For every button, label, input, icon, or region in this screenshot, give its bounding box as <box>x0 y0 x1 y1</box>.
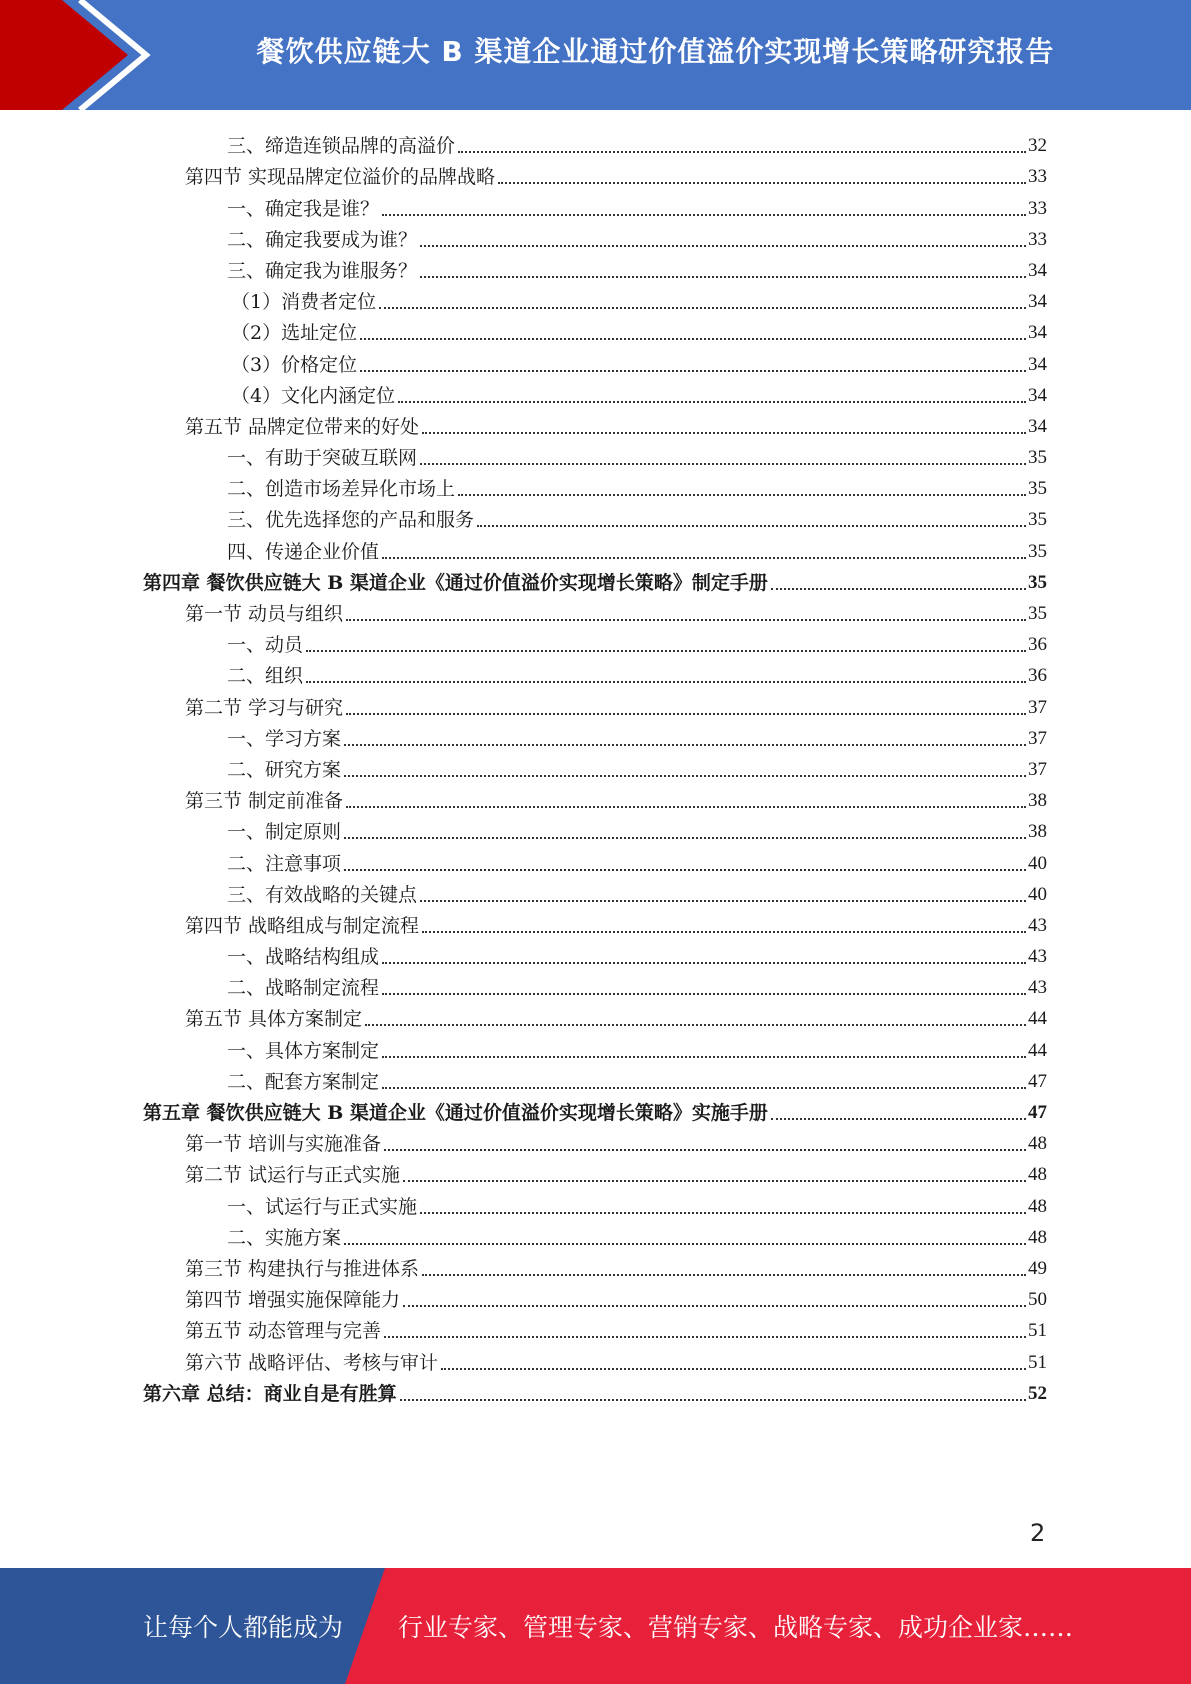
toc-dot-leader <box>398 401 1026 403</box>
toc-section-entry[interactable] <box>143 688 1047 719</box>
toc-entry-title: 二、研究方案 <box>227 758 342 781</box>
toc-entry-page: 40 <box>1028 852 1047 874</box>
toc-dot-leader <box>498 182 1026 184</box>
toc-entry-page: 38 <box>1028 821 1047 843</box>
toc-dot-leader <box>420 245 1026 247</box>
toc-entry-title: 一、动员 <box>227 634 304 657</box>
toc-subsection-entry[interactable] <box>143 1219 1047 1250</box>
toc-section-entry[interactable] <box>143 1312 1047 1343</box>
toc-entry-page: 51 <box>1028 1351 1047 1373</box>
toc-dot-leader <box>344 744 1026 746</box>
toc-dot-leader <box>420 1212 1026 1214</box>
toc-entry-page: 37 <box>1028 758 1047 780</box>
toc-dot-leader <box>384 1149 1026 1151</box>
table-of-contents <box>143 127 1047 1406</box>
toc-entry-title: 一、具体方案制定 <box>227 1039 380 1062</box>
toc-dot-leader <box>420 900 1026 902</box>
toc-entry-title: 第二节 学习与研究 <box>185 696 344 719</box>
toc-entry-page: 35 <box>1028 540 1047 562</box>
toc-entry-title: 第六章 总结：商业自是有胜算 <box>143 1382 397 1405</box>
toc-entry-title: 第五节 具体方案制定 <box>185 1008 363 1031</box>
toc-entry-page: 34 <box>1028 415 1047 437</box>
toc-entry-title: 二、创造市场差异化市场上 <box>227 478 456 501</box>
toc-subsection-entry[interactable] <box>143 283 1047 314</box>
toc-entry-page: 38 <box>1028 790 1047 812</box>
toc-subsection-entry[interactable] <box>143 314 1047 345</box>
toc-subsection-entry[interactable] <box>143 221 1047 252</box>
toc-entry-page: 34 <box>1028 322 1047 344</box>
toc-dot-leader <box>382 962 1026 964</box>
toc-entry-page: 44 <box>1028 1008 1047 1030</box>
toc-dot-leader <box>346 713 1026 715</box>
toc-subsection-entry[interactable] <box>143 751 1047 782</box>
toc-entry-page: 48 <box>1028 1226 1047 1248</box>
toc-subsection-entry[interactable] <box>143 938 1047 969</box>
toc-entry-page: 48 <box>1028 1133 1047 1155</box>
footer-slogan-right: 行业专家、管理专家、营销专家、战略专家、成功企业家…… <box>398 1613 1074 1642</box>
toc-section-entry[interactable] <box>143 158 1047 189</box>
toc-entry-title: 第四节 实现品牌定位溢价的品牌战略 <box>185 166 496 189</box>
toc-entry-title: 二、注意事项 <box>227 852 342 875</box>
toc-entry-title: 一、有助于突破互联网 <box>227 447 418 470</box>
toc-entry-title: 第五章 餐饮供应链大 B 渠道企业《通过价值溢价实现增长策略》实施手册 <box>143 1102 768 1124</box>
toc-dot-leader <box>422 931 1026 933</box>
toc-entry-title: 三、确定我为谁服务？ <box>227 259 418 282</box>
toc-dot-leader <box>477 525 1026 527</box>
toc-entry-title: 三、缔造连锁品牌的高溢价 <box>227 135 456 158</box>
toc-entry-page: 52 <box>1028 1382 1047 1404</box>
toc-subsection-entry[interactable] <box>143 876 1047 907</box>
toc-entry-title: 二、组织 <box>227 665 304 688</box>
toc-subsection-entry[interactable] <box>143 439 1047 470</box>
toc-entry-page: 35 <box>1028 478 1047 500</box>
toc-dot-leader <box>382 1056 1026 1058</box>
toc-entry-title: 第二节 试运行与正式实施 <box>185 1164 401 1187</box>
toc-dot-leader <box>344 775 1026 777</box>
toc-entry-title: 第三节 构建执行与推进体系 <box>185 1257 420 1280</box>
footer-slogan-left: 让每个人都能成为 <box>143 1613 344 1642</box>
toc-subsection-entry[interactable] <box>143 969 1047 1000</box>
toc-entry-title: 第五节 动态管理与完善 <box>185 1320 382 1343</box>
toc-dot-leader <box>346 619 1026 621</box>
toc-section-entry[interactable] <box>143 1250 1047 1281</box>
toc-subsection-entry[interactable] <box>143 626 1047 657</box>
toc-entry-title: （1）消费者定位 <box>231 291 377 314</box>
toc-entry-page: 47 <box>1028 1102 1047 1123</box>
toc-subsection-entry[interactable] <box>143 720 1047 751</box>
toc-entry-page: 35 <box>1028 509 1047 531</box>
toc-entry-title: （2）选址定位 <box>231 322 358 345</box>
toc-entry-page: 44 <box>1028 1039 1047 1061</box>
toc-section-entry[interactable] <box>143 1343 1047 1374</box>
toc-entry-page: 37 <box>1028 727 1047 749</box>
toc-dot-leader <box>400 1399 1026 1401</box>
toc-entry-title: 一、战略结构组成 <box>227 946 380 969</box>
toc-dot-leader <box>379 307 1026 309</box>
toc-dot-leader <box>458 494 1026 496</box>
toc-entry-title: 二、配套方案制定 <box>227 1070 380 1093</box>
toc-dot-leader <box>422 432 1026 434</box>
toc-entry-page: 33 <box>1028 197 1047 219</box>
toc-dot-leader <box>365 1024 1026 1026</box>
toc-dot-leader <box>306 681 1026 683</box>
toc-subsection-entry[interactable] <box>143 345 1047 376</box>
toc-section-entry[interactable] <box>143 1156 1047 1187</box>
toc-entry-title: 第一节 培训与实施准备 <box>185 1133 382 1156</box>
toc-subsection-entry[interactable] <box>143 252 1047 283</box>
toc-entry-title: 第一节 动员与组织 <box>185 603 344 625</box>
toc-dot-leader <box>441 1368 1026 1370</box>
toc-dot-leader <box>458 151 1026 153</box>
toc-entry-page: 35 <box>1028 603 1047 624</box>
toc-entry-page: 32 <box>1028 135 1047 157</box>
toc-dot-leader <box>344 1243 1026 1245</box>
toc-entry-title: （3）价格定位 <box>231 353 358 376</box>
toc-entry-page: 34 <box>1028 291 1047 313</box>
toc-entry-title: 第四节 战略组成与制定流程 <box>185 914 420 937</box>
toc-section-entry[interactable] <box>143 1125 1047 1156</box>
toc-dot-leader <box>382 993 1026 995</box>
toc-subsection-entry[interactable] <box>143 532 1047 563</box>
toc-entry-page: 43 <box>1028 914 1047 936</box>
toc-entry-page: 48 <box>1028 1195 1047 1217</box>
toc-section-entry[interactable] <box>143 907 1047 938</box>
toc-dot-leader <box>422 1274 1026 1276</box>
toc-entry-page: 50 <box>1028 1289 1047 1311</box>
toc-entry-page: 40 <box>1028 883 1047 905</box>
toc-entry-title: 一、学习方案 <box>227 727 342 750</box>
toc-section-entry[interactable] <box>143 1000 1047 1031</box>
toc-dot-leader <box>382 1087 1026 1089</box>
toc-entry-page: 37 <box>1028 696 1047 718</box>
toc-entry-title: 一、试运行与正式实施 <box>227 1195 418 1218</box>
toc-entry-title: 三、有效战略的关键点 <box>227 883 418 906</box>
toc-dot-leader <box>771 1118 1026 1120</box>
toc-dot-leader <box>360 370 1026 372</box>
toc-entry-page: 47 <box>1028 1070 1047 1092</box>
toc-section-entry[interactable] <box>143 1281 1047 1312</box>
toc-entry-title: 第四章 餐饮供应链大 B 渠道企业《通过价值溢价实现增长策略》制定手册 <box>143 571 768 594</box>
toc-entry-page: 34 <box>1028 259 1047 281</box>
toc-entry-title: 第三节 制定前准备 <box>185 790 344 813</box>
toc-dot-leader <box>420 276 1026 278</box>
toc-entry-page: 35 <box>1028 571 1047 593</box>
toc-entry-title: 一、制定原则 <box>227 821 342 844</box>
toc-subsection-entry[interactable] <box>143 1063 1047 1094</box>
toc-dot-leader <box>420 463 1026 465</box>
toc-entry-page: 36 <box>1028 634 1047 656</box>
toc-subsection-entry[interactable] <box>143 1031 1047 1062</box>
toc-entry-page: 34 <box>1028 353 1047 375</box>
toc-dot-leader <box>344 869 1026 871</box>
toc-section-entry[interactable] <box>143 595 1047 626</box>
toc-dot-leader <box>344 837 1026 839</box>
toc-entry-page: 34 <box>1028 384 1047 406</box>
toc-dot-leader <box>384 1336 1026 1338</box>
toc-dot-leader <box>360 338 1026 340</box>
toc-entry-page: 35 <box>1028 447 1047 469</box>
page-header <box>0 0 1191 110</box>
toc-entry-page: 36 <box>1028 665 1047 687</box>
page-footer <box>0 1568 1191 1684</box>
report-title: 餐饮供应链大 B 渠道企业通过价值溢价实现增长策略研究报告 <box>256 35 1055 68</box>
toc-section-entry[interactable] <box>143 782 1047 813</box>
toc-entry-title: 四、传递企业价值 <box>227 540 380 563</box>
toc-subsection-entry[interactable] <box>143 377 1047 408</box>
toc-subsection-entry[interactable] <box>143 657 1047 688</box>
toc-subsection-entry[interactable] <box>143 844 1047 875</box>
toc-chapter-entry[interactable] <box>143 1094 1047 1125</box>
toc-entry-title: 三、优先选择您的产品和服务 <box>227 509 475 532</box>
toc-dot-leader <box>771 588 1026 590</box>
toc-dot-leader <box>382 557 1026 559</box>
toc-dot-leader <box>346 806 1026 808</box>
toc-entry-title: 二、实施方案 <box>227 1226 342 1249</box>
toc-chapter-entry[interactable] <box>143 564 1047 595</box>
toc-entry-title: 第四节 增强实施保障能力 <box>185 1289 401 1312</box>
toc-section-entry[interactable] <box>143 408 1047 439</box>
toc-entry-page: 49 <box>1028 1257 1047 1279</box>
toc-entry-title: 一、确定我是谁？ <box>227 197 380 220</box>
toc-entry-title: （4）文化内涵定位 <box>231 384 396 407</box>
toc-subsection-entry[interactable] <box>143 127 1047 158</box>
toc-entry-page: 33 <box>1028 228 1047 250</box>
page-number: 2 <box>1030 1519 1046 1547</box>
toc-entry-title: 二、确定我要成为谁？ <box>227 228 418 251</box>
toc-entry-page: 43 <box>1028 977 1047 999</box>
toc-subsection-entry[interactable] <box>143 813 1047 844</box>
toc-chapter-entry[interactable] <box>143 1375 1047 1406</box>
toc-subsection-entry[interactable] <box>143 1187 1047 1218</box>
toc-dot-leader <box>306 650 1026 652</box>
toc-subsection-entry[interactable] <box>143 470 1047 501</box>
toc-entry-page: 51 <box>1028 1320 1047 1342</box>
toc-entry-title: 第六节 战略评估、考核与审计 <box>185 1351 439 1374</box>
toc-entry-page: 43 <box>1028 946 1047 968</box>
toc-dot-leader <box>382 214 1026 216</box>
toc-entry-page: 33 <box>1028 166 1047 188</box>
toc-entry-title: 第五节 品牌定位带来的好处 <box>185 415 420 438</box>
toc-dot-leader <box>403 1180 1026 1182</box>
toc-entry-title: 二、战略制定流程 <box>227 977 380 1000</box>
toc-entry-page: 48 <box>1028 1164 1047 1186</box>
toc-subsection-entry[interactable] <box>143 189 1047 220</box>
toc-subsection-entry[interactable] <box>143 501 1047 532</box>
toc-dot-leader <box>403 1305 1026 1307</box>
